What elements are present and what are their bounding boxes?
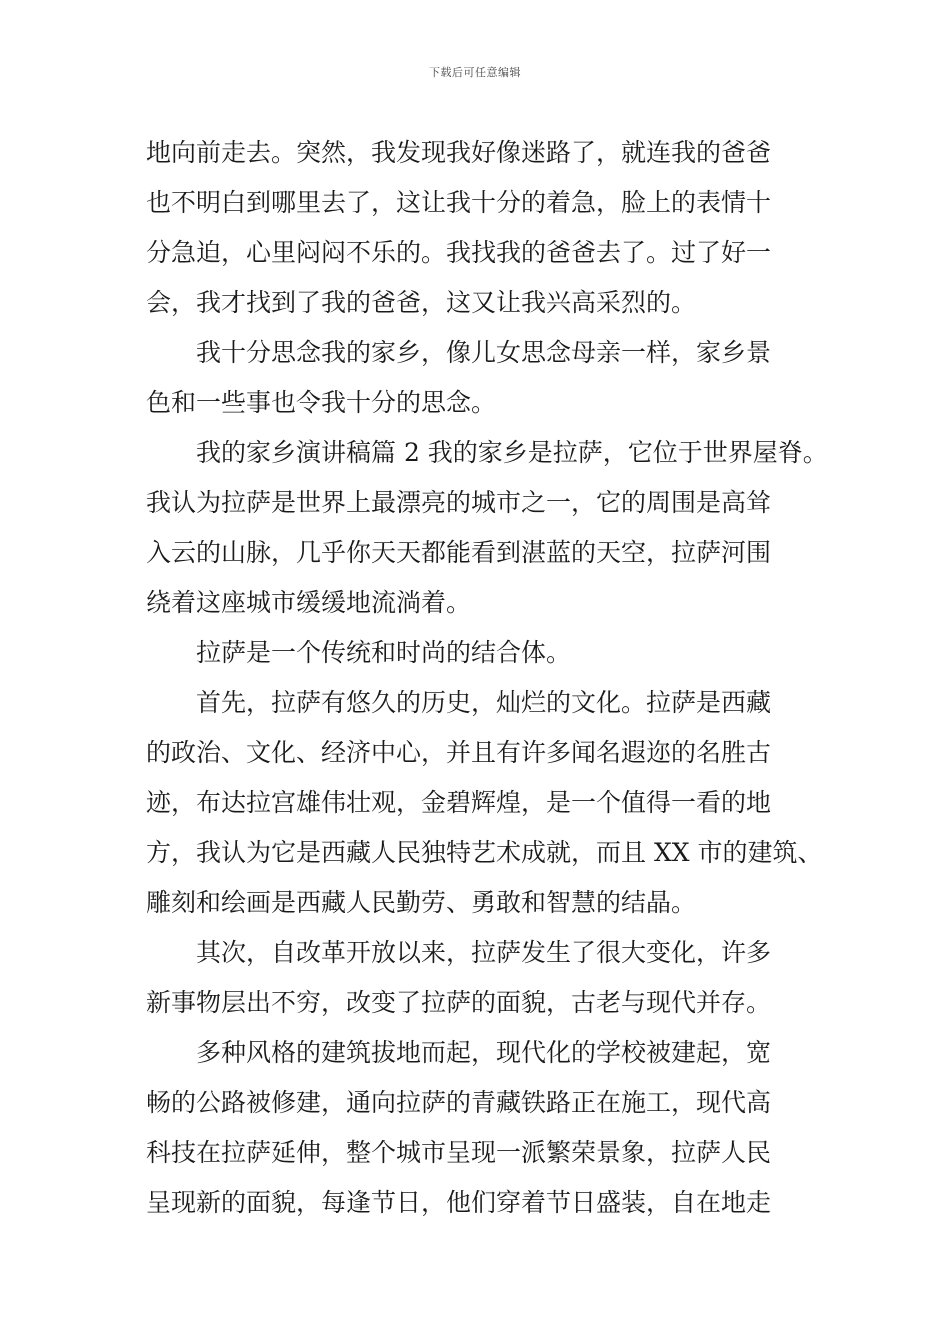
text-line: 新事物层出不穷，改变了拉萨的面貌，古老与现代并存。 xyxy=(146,988,772,1017)
text-line: 我认为拉萨是世界上最漂亮的城市之一，它的周围是高耸 xyxy=(146,488,772,517)
document-body xyxy=(146,128,828,1228)
text-line: 迹，布达拉宫雄伟壮观，金碧辉煌，是一个值得一看的地 xyxy=(146,788,772,817)
text-line: 分急迫，心里闷闷不乐的。我找我的爸爸去了。过了好一 xyxy=(146,238,772,267)
text-line: 方，我认为它是西藏人民独特艺术成就，而且 XX 市的建筑、 xyxy=(146,838,823,867)
text-line: 色和一些事也令我十分的思念。 xyxy=(146,388,497,417)
paragraph-start-line: 我的家乡演讲稿篇 2 我的家乡是拉萨，它位于世界屋脊。 xyxy=(196,438,828,467)
text-line: 入云的山脉，几乎你天天都能看到湛蓝的天空，拉萨河围 xyxy=(146,538,772,567)
text-line: 会，我才找到了我的爸爸，这又让我兴高采烈的。 xyxy=(146,288,697,317)
paragraph-start-line: 我十分思念我的家乡，像儿女思念母亲一样，家乡景 xyxy=(196,338,772,367)
text-line: 绕着这座城市缓缓地流淌着。 xyxy=(146,588,472,617)
text-line: 呈现新的面貌，每逢节日，他们穿着节日盛装，自在地走 xyxy=(146,1188,772,1217)
text-line: 的政治、文化、经济中心，并且有许多闻名遐迩的名胜古 xyxy=(146,738,772,767)
text-line: 科技在拉萨延伸，整个城市呈现一派繁荣景象，拉萨人民 xyxy=(146,1138,772,1167)
page-header: 下载后可任意编辑 xyxy=(429,66,521,79)
paragraph-start-line: 其次，自改革开放以来，拉萨发生了很大变化，许多 xyxy=(196,938,772,967)
text-line: 畅的公路被修建，通向拉萨的青藏铁路正在施工，现代高 xyxy=(146,1088,772,1117)
text-line: 地向前走去。突然，我发现我好像迷路了，就连我的爸爸 xyxy=(146,138,772,167)
paragraph-start-line: 拉萨是一个传统和时尚的结合体。 xyxy=(196,638,572,667)
text-line: 雕刻和绘画是西藏人民勤劳、勇敢和智慧的结晶。 xyxy=(146,888,697,917)
text-line: 也不明白到哪里去了，这让我十分的着急，脸上的表情十 xyxy=(146,188,772,217)
paragraph-start-line: 多种风格的建筑拔地而起，现代化的学校被建起，宽 xyxy=(196,1038,772,1067)
paragraph-start-line: 首先，拉萨有悠久的历史，灿烂的文化。拉萨是西藏 xyxy=(196,688,772,717)
